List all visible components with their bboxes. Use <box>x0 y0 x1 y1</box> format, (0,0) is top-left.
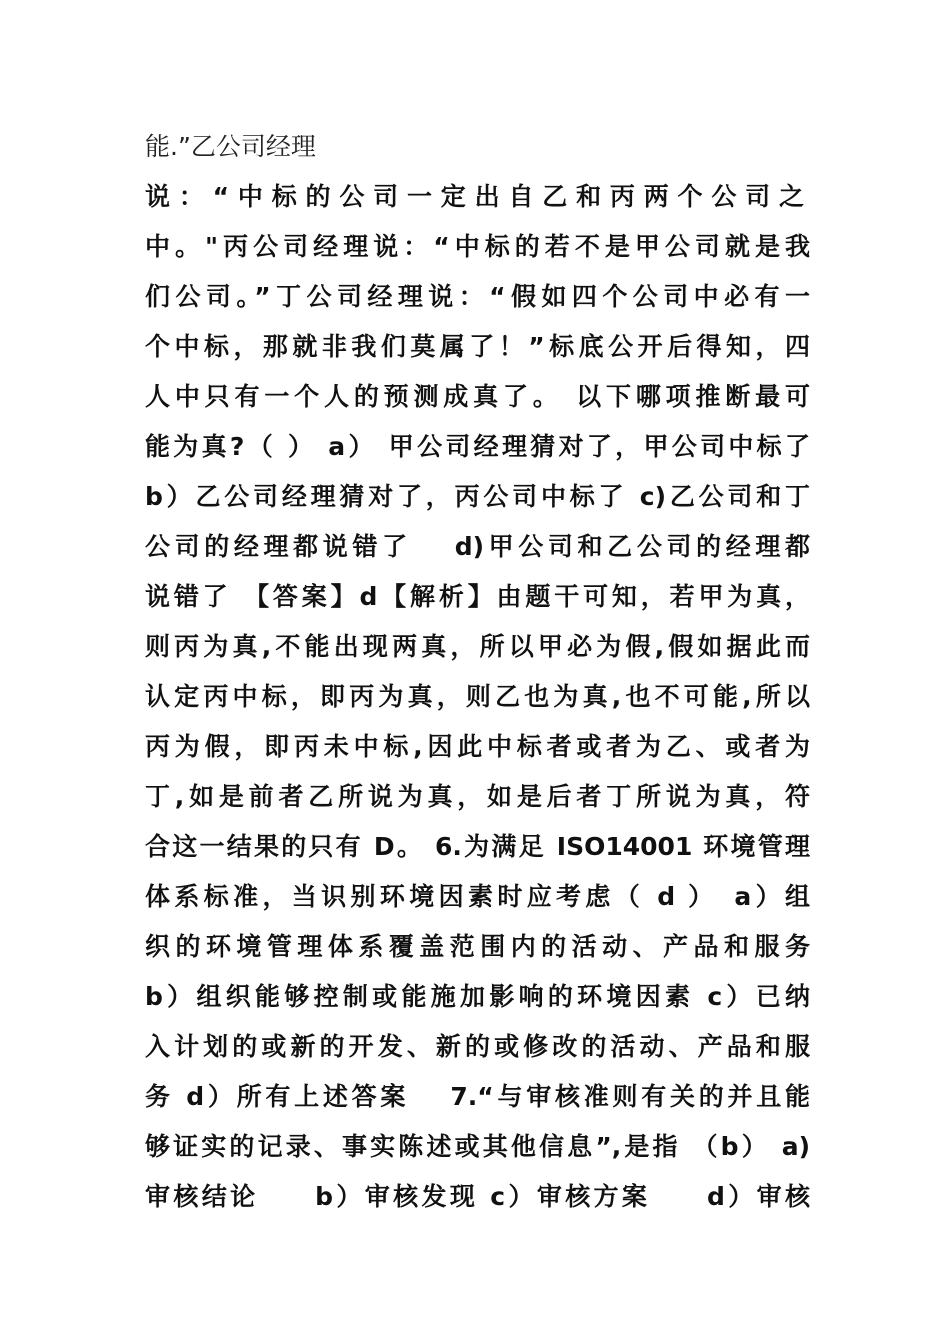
text-line-6: 人中只有一个人的预测成真了。 以下哪项推断最可 <box>145 382 810 411</box>
text-line-5: 个中标，那就非我们莫属了！”标底公开后得知，四 <box>145 332 810 361</box>
text-line-19: 入计划的或新的开发、新的或修改的活动、产品和服 <box>145 1032 810 1061</box>
document-body <box>145 122 810 1222</box>
text-line-2: 说：“中标的公司一定出自乙和丙两个公司之 <box>145 182 810 211</box>
text-line-14: 丁,如是前者乙所说为真，如是后者丁所说为真，符 <box>145 782 810 811</box>
text-line-16: 体系标准，当识别环境因素时应考虑（ d ） a）组 <box>145 882 810 911</box>
text-line-10: 说错了 【答案】d【解析】由题干可知，若甲为真， <box>145 582 810 611</box>
text-line-11: 则丙为真,不能出现两真，所以甲必为假,假如据此而 <box>145 632 810 661</box>
text-line-4: 们公司。”丁公司经理说：“假如四个公司中必有一 <box>145 282 810 311</box>
text-line-22: 审核结论 b）审核发现 c）审核方案 d）审核 <box>145 1182 810 1211</box>
text-line-1: 能.”乙公司经理 <box>145 132 316 161</box>
text-line-17: 织的环境管理体系覆盖范围内的活动、产品和服务 <box>145 932 810 961</box>
text-line-21: 够证实的记录、事实陈述或其他信息”,是指 （b） a) <box>145 1132 810 1161</box>
text-line-9: 公司的经理都说错了 d)甲公司和乙公司的经理都 <box>145 532 810 561</box>
text-line-7: 能为真?（ ） a） 甲公司经理猜对了，甲公司中标了 <box>145 432 810 461</box>
text-line-20: 务 d）所有上述答案 7.“与审核准则有关的并且能 <box>145 1082 810 1111</box>
text-line-3: 中。"丙公司经理说：“中标的若不是甲公司就是我 <box>145 232 810 261</box>
text-line-15: 合这一结果的只有 D。 6.为满足 ISO14001 环境管理 <box>145 832 810 861</box>
text-line-12: 认定丙中标，即丙为真，则乙也为真,也不可能,所以 <box>145 682 810 711</box>
text-line-18: b）组织能够控制或能施加影响的环境因素 c）已纳 <box>145 982 810 1011</box>
text-line-8: b）乙公司经理猜对了，丙公司中标了 c)乙公司和丁 <box>145 482 810 511</box>
text-line-13: 丙为假，即丙未中标,因此中标者或者为乙、或者为 <box>145 732 810 761</box>
